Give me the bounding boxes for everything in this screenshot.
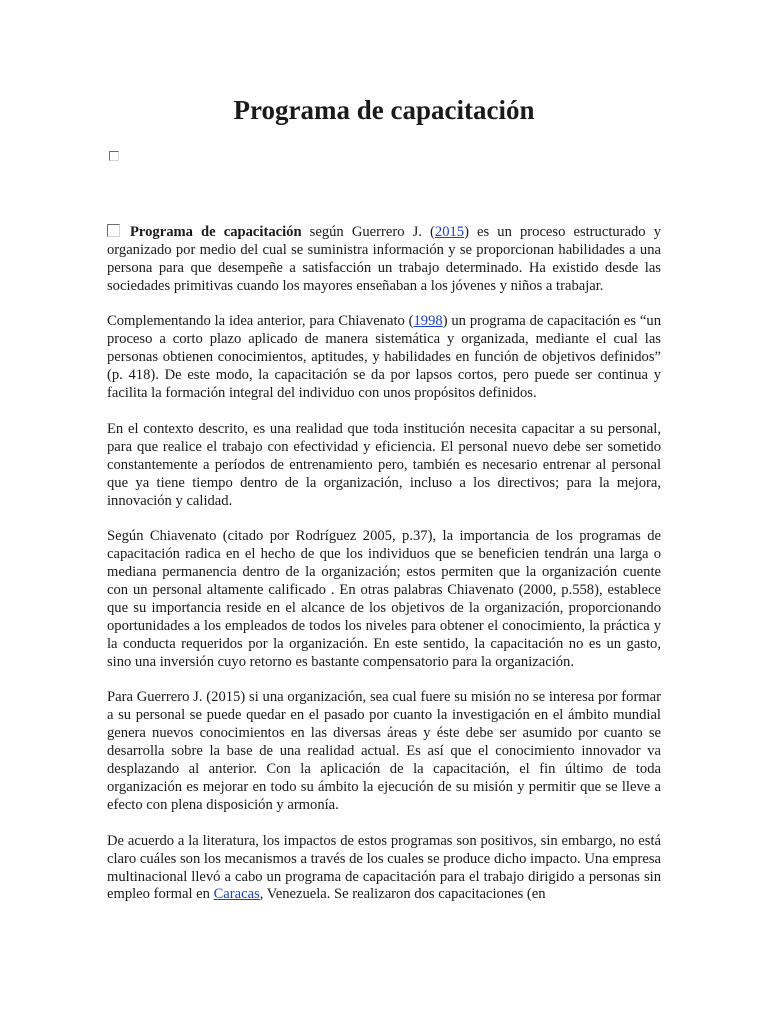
paragraph-text: , Venezuela. Se realizaron dos capacitaciones (en <box>259 886 546 903</box>
document-body <box>107 224 661 922</box>
paragraph-2 <box>107 313 661 403</box>
term-bold: Programa de capacitación <box>130 224 302 240</box>
paragraph-text: Complementando la idea anterior, para Chiavenato ( <box>107 313 414 330</box>
page-title: Programa de capacitación <box>233 95 535 125</box>
broken-image-icon <box>109 151 119 161</box>
paragraph-text: ) un programa de capacitación es “un proceso a corto plazo aplicado de manera sistemática y organizada, mediante el cual las personas obtienen conocimientos, aptitudes, y habilidades en función de objetivos definidos” (p. 418). De este modo, la capacitación se da por lapsos cortos, pero puede ser continua y facilita la formación integral del individuo con unos propósitos definidos. <box>107 313 661 402</box>
paragraph-1 <box>107 224 661 296</box>
citation-link-1998[interactable]: 1998 <box>413 313 443 330</box>
paragraph-6 <box>107 833 661 905</box>
paragraph-4: Según Chiavenato (citado por Rodríguez 2005, p.37), la importancia de los programas de capacitación radica en el hecho de que los individuos que se beneficien tendrán una larga o mediana permanencia dentro de la organización; estos permiten que la organización cuente con un personal altamente calificado . En otras palabras Chiavenato (2000, p.558), establece que su importancia reside en el alcance de los objetivos de la organización, proporcionando oportunidades a los empleados de todos los niveles para obtener el conocimiento, la práctica y la conducta requeridos por la organización. En este sentido, la capacitación no es un gasto, sino una inversión cuyo retorno es bastante compensatorio para la organización. <box>107 528 661 670</box>
link-caracas[interactable]: Caracas <box>213 886 260 903</box>
paragraph-text: ) es un proceso estructurado y organizado por medio del cual se suministra información y se proporcionan habilidades a una persona para que desempeñe a satisfacción un trabajo determinado. Ha existido desde las sociedades primitivas cuando los mayores enseñaban a los jóvenes y niños a trabajar. <box>107 224 661 294</box>
citation-link-2015[interactable]: 2015 <box>434 224 465 240</box>
paragraph-3: En el contexto descrito, es una realidad que toda institución necesita capacitar a su personal, para que realice el trabajo con efectividad y eficiencia. El personal nuevo debe ser sometido constantemente a períodos de entrenamiento pero, también es necesario entrenar al personal que ya tiene tiempo dentro de la organización, incluso a los directivos; para la mejora, innovación y calidad. <box>107 420 661 509</box>
paragraph-5: Para Guerrero J. (2015) si una organización, sea cual fuere su misión no se interesa por formar a su personal se puede quedar en el pasado por cuanto la investigación en el ámbito mundial genera nuevos conocimientos en las diversas áreas y éste debe ser asumido por cuanto se desarrolla sobre la base de una realidad actual. Es así que el conocimiento innovador va desplazando al anterior. Con la aplicación de la capacitación, el fin último de toda organización es mejorar en todo su ámbito la ejecución de su misión y permitir que se lleve a efecto con plena disposición y armonía. <box>107 689 661 814</box>
paragraph-text: De acuerdo a la literatura, los impactos de estos programas son positivos, sin embargo, no está claro cuáles son los mecanismos a través de los cuales se produce dicho impacto. Una empresa multinacional llevó a cabo un programa de capacitación para el trabajo dirigido a personas sin empleo formal en <box>107 832 661 903</box>
paragraph-text: según Guerrero J. ( <box>301 224 435 240</box>
